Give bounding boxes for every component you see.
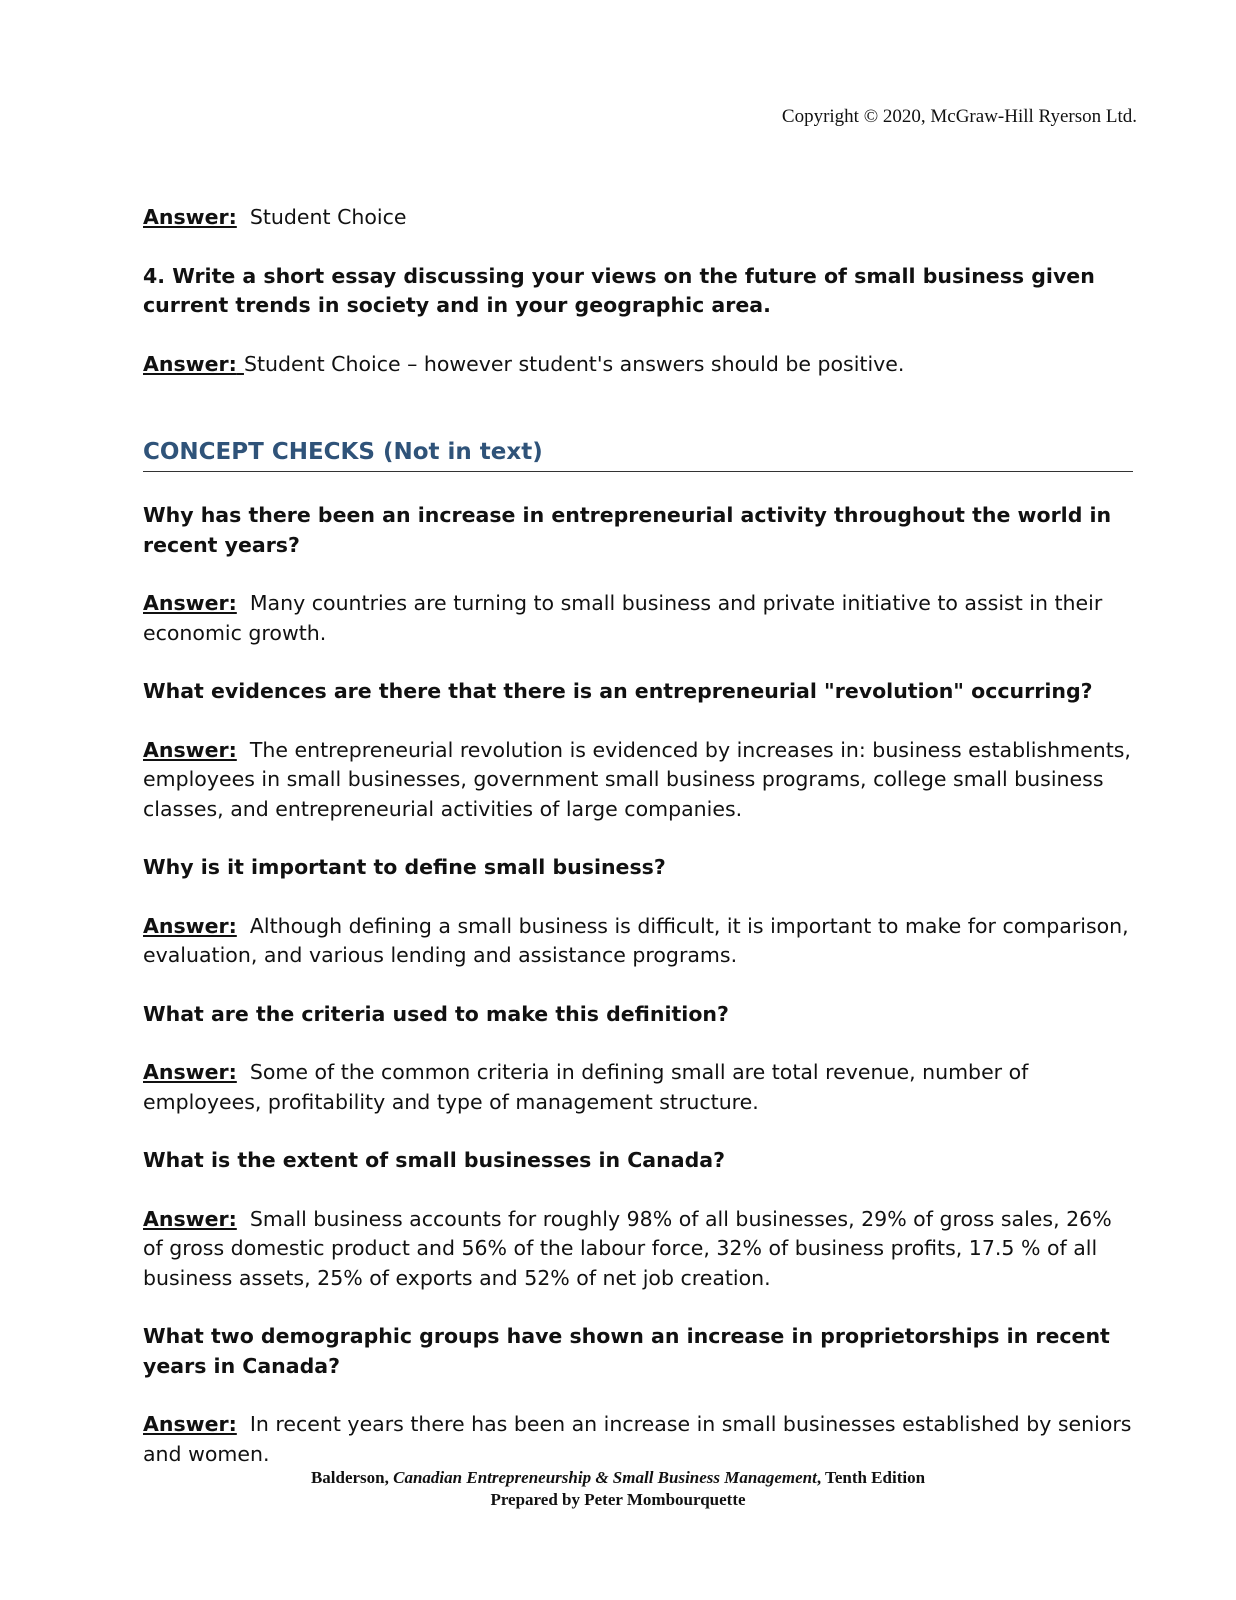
footer-prepared-by: Prepared by Peter Mombourquette <box>490 1490 746 1509</box>
copyright-notice: Copyright © 2020, McGraw-Hill Ryerson Ltd. <box>781 106 1137 127</box>
answer-text: Student Choice – however student's answers should be positive. <box>243 351 905 376</box>
section-heading: CONCEPT CHECKS (Not in text) <box>143 437 1133 472</box>
answer-label: Answer: <box>143 737 237 762</box>
question-paragraph: 4. Write a short essay discussing your views on the future of small business given current trends in society and in your geographic area. <box>143 263 1095 317</box>
answer-paragraph <box>143 589 1133 648</box>
answer-label: Answer: <box>143 1060 237 1084</box>
page-footer <box>0 1467 1236 1511</box>
answer-paragraph <box>143 1205 1133 1294</box>
answer-text: Many countries are turning to small business and private initiative to assist in their economic growth. <box>143 591 1103 645</box>
answer-text: In recent years there has been an increase in small businesses established by seniors and women. <box>143 1412 1132 1466</box>
answer-label: Answer: <box>143 1412 237 1436</box>
question-paragraph: What are the criteria used to make this definition? <box>143 1001 729 1026</box>
answer-paragraph <box>143 350 1133 380</box>
answer-label: Answer: <box>143 351 237 376</box>
answer-paragraph <box>143 912 1133 971</box>
answer-text: The entrepreneurial revolution is evidenced by increases in: business establishments, employees in small businesses, government small business programs, college small business classes, and entrepreneurial activities of large companies. <box>143 737 1131 821</box>
answer-label: Answer: <box>143 913 237 938</box>
answer-label: Answer: <box>143 1206 237 1231</box>
answer-paragraph <box>143 1058 1133 1117</box>
footer-book-title: Canadian Entrepreneurship & Small Business Management <box>393 1468 817 1487</box>
question-paragraph: What two demographic groups have shown an increase in proprietorships in recent years in Canada? <box>143 1324 1110 1378</box>
answer-paragraph <box>143 1410 1133 1469</box>
question-paragraph: Why is it important to define small business? <box>143 855 666 879</box>
document-body <box>143 203 1133 1469</box>
answer-label: Answer: <box>143 591 237 615</box>
question-paragraph: What evidences are there that there is an entrepreneurial "revolution" occurring? <box>143 679 1093 703</box>
answer-text: Student Choice <box>249 205 407 229</box>
answer-paragraph <box>143 203 1133 233</box>
answer-text: Small business accounts for roughly 98% of all businesses, 29% of gross sales, 26% of gross domestic product and 56% of the labour force, 32% of business profits, 17.5 % of all business assets, 25% of exports and 52% of net job creation. <box>143 1206 1112 1290</box>
question-paragraph: What is the extent of small businesses in Canada? <box>143 1148 725 1172</box>
answer-paragraph <box>143 736 1133 825</box>
footer-author: Balderson, <box>310 1468 389 1487</box>
question-paragraph: Why has there been an increase in entrepreneurial activity throughout the world in recent years? <box>143 503 1112 557</box>
answer-text: Although defining a small business is difficult, it is important to make for comparison, evaluation, and various lending and assistance programs. <box>143 913 1129 967</box>
footer-edition: , Tenth Edition <box>816 1468 926 1487</box>
answer-label: Answer: <box>143 205 237 229</box>
footer-citation <box>0 1467 1236 1489</box>
answer-text: Some of the common criteria in defining small are total revenue, number of employees, profitability and type of management structure. <box>143 1060 1029 1114</box>
